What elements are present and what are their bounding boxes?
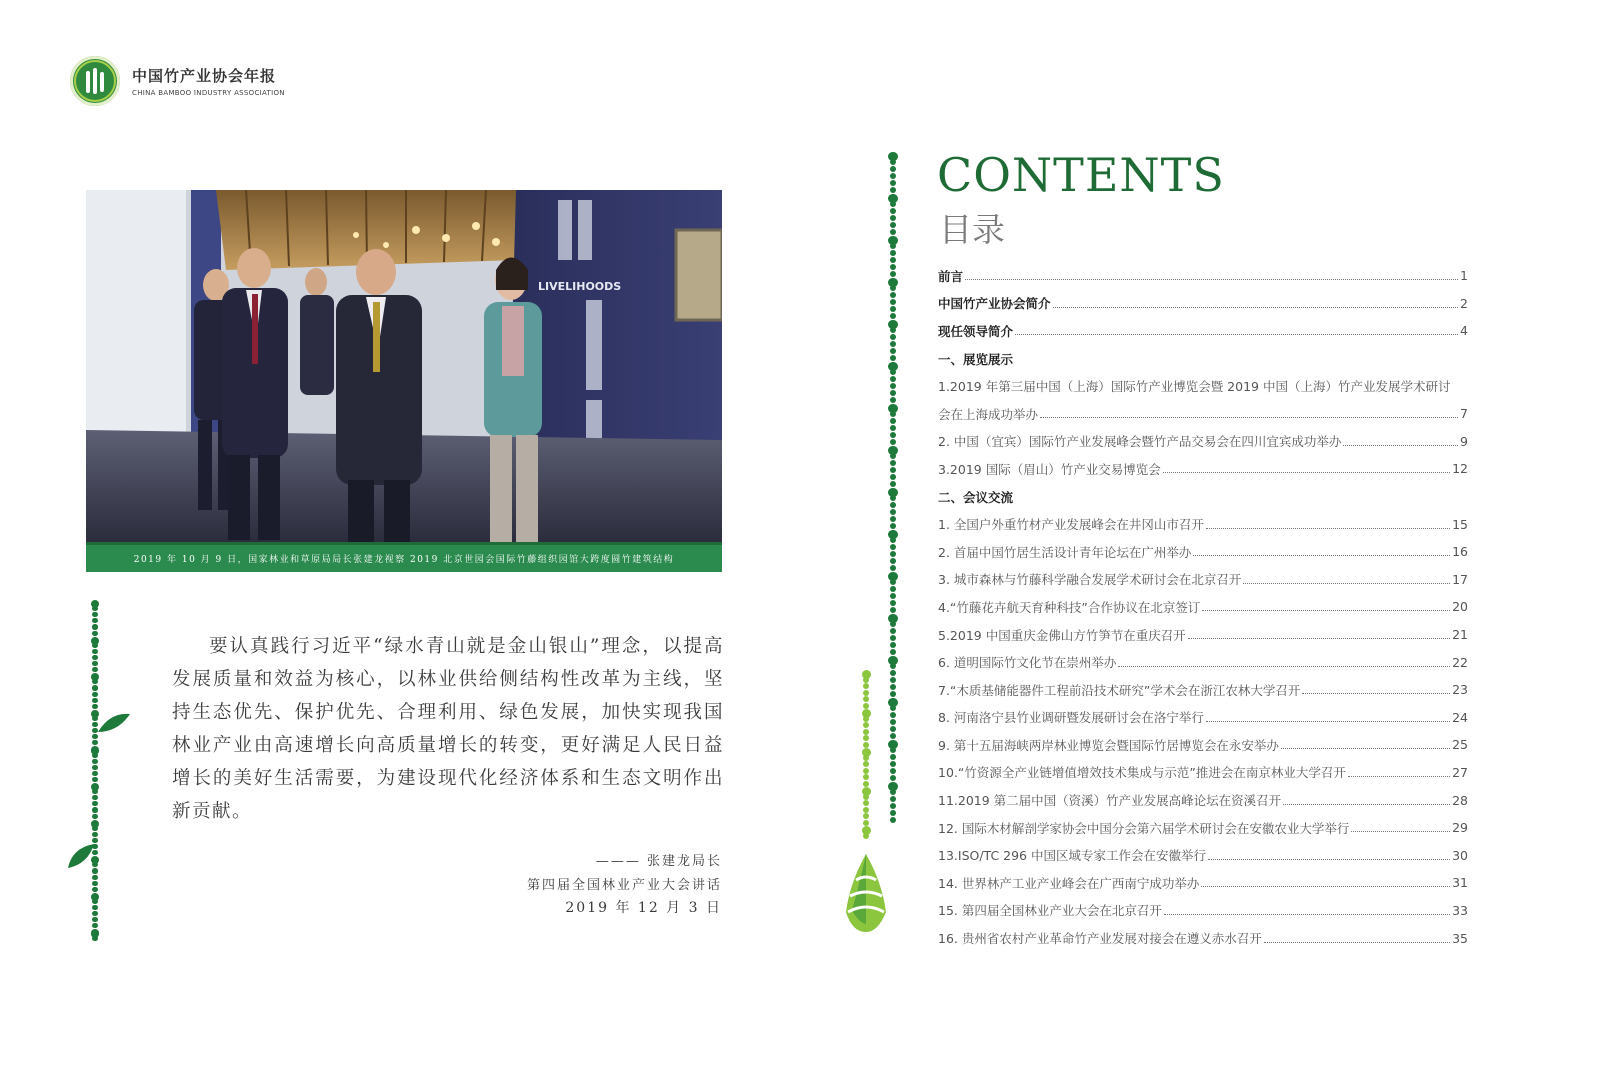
toc-page-number: 16 [1452, 544, 1468, 560]
toc-leader-dots [1351, 831, 1450, 832]
bamboo-dot [890, 670, 896, 676]
toc-entry-title: 9. 第十五届海峡两岸林业博览会暨国际竹居博览会在永安举办 [938, 737, 1279, 753]
bamboo-dot [92, 740, 97, 745]
toc-entry-title: 11.2019 第二届中国（资溪）竹产业发展高峰论坛在资溪召开 [938, 793, 1282, 809]
bamboo-dot [890, 369, 896, 375]
bamboo-dot [890, 810, 896, 816]
bamboo-dot [890, 523, 896, 529]
bamboo-dot [890, 544, 896, 550]
bamboo-dot [890, 215, 896, 221]
bamboo-dot [890, 229, 896, 235]
bamboo-dot [890, 292, 896, 298]
toc-entry[interactable] [938, 731, 1468, 759]
table-of-contents [938, 262, 1468, 952]
director-quote: 要认真践行习近平“绿水青山就是金山银山”理念，以提高发展质量和效益为核心，以林业供给侧结构性改革为主线，坚持生态优先、保护优先、合理利用、绿色发展，加快实现我国林业产业由高速增长向高质量增长的转变，更好满足人民日益增长的美好生活需要，为建设现代化经济体系和生态文明作出新贡献。 [172, 636, 724, 822]
bamboo-dot [92, 679, 97, 684]
bamboo-dot [890, 376, 896, 382]
bamboo-dot [863, 683, 869, 689]
logo-chinese-name: 中国竹产业协会年报 [132, 67, 277, 85]
photo-caption-bar [86, 542, 722, 572]
toc-leader-dots [1302, 693, 1450, 694]
bamboo-dot [92, 618, 97, 623]
bamboo-dot [890, 166, 896, 172]
bamboo-leaf-icon [96, 710, 132, 736]
bamboo-dotted-line-left [89, 600, 101, 940]
toc-entry-title: 6. 道明国际竹文化节在崇州举办 [938, 655, 1117, 671]
toc-page-number: 35 [1452, 930, 1468, 946]
toc-page-number: 30 [1452, 847, 1468, 863]
bamboo-dot [92, 887, 97, 892]
toc-entry[interactable] [938, 676, 1468, 704]
association-logo [70, 56, 285, 106]
bamboo-dot [890, 537, 896, 543]
toc-leader-dots [1208, 859, 1450, 860]
toc-entry-title: 2. 中国（宜宾）国际竹产业发展峰会暨竹产品交易会在四川宜宾成功举办 [938, 434, 1342, 450]
bamboo-dot [92, 667, 97, 672]
toc-leader-dots [1193, 555, 1450, 556]
bamboo-dot [890, 551, 896, 557]
exhibit-sign-text: LIVELIHOODS [538, 280, 622, 293]
toc-entry-title: 4.“竹藤花卉航天育种科技”合作协议在北京签订 [938, 599, 1201, 615]
bamboo-dot [92, 661, 97, 666]
bamboo-dot [863, 722, 869, 728]
toc-entry-title: 8. 河南洛宁县竹业调研暨发展研讨会在洛宁举行 [938, 710, 1204, 726]
bamboo-dot [890, 593, 896, 599]
bamboo-dot [92, 612, 97, 617]
toc-entry-title: 12. 国际木材解剖学家协会中国分会第六届学术研讨会在安徽农业大学举行 [938, 820, 1350, 836]
bamboo-dot [863, 677, 869, 683]
bamboo-dot [890, 733, 896, 739]
toc-leader-dots [1164, 914, 1450, 915]
bamboo-dot [863, 794, 869, 800]
bamboo-dot [890, 208, 896, 214]
toc-entry[interactable] [938, 897, 1468, 925]
bamboo-dot [92, 911, 97, 916]
bamboo-shoot-icon [842, 852, 890, 934]
bamboo-dot [92, 807, 97, 812]
toc-leader-dots [1348, 776, 1450, 777]
toc-entry-title: 10.“竹资源全产业链增值增效技术集成与示范”推进会在南京林业大学召开 [938, 765, 1346, 781]
toc-page-number: 31 [1452, 875, 1468, 891]
toc-leader-dots [1243, 583, 1450, 584]
bamboo-dot [890, 726, 896, 732]
toc-page-number: 33 [1452, 902, 1468, 918]
bamboo-dot [863, 781, 869, 787]
bamboo-dot [890, 719, 896, 725]
bamboo-dot [890, 201, 896, 207]
toc-leader-dots [1040, 417, 1458, 418]
bamboo-dot [92, 826, 97, 831]
bamboo-dot [863, 742, 869, 748]
bamboo-dot [92, 899, 97, 904]
toc-entry-title: 1.2019 年第三届中国（上海）国际竹产业博览会暨 2019 中国（上海）竹产业发展学术研讨 [938, 379, 1451, 395]
toc-page-number: 25 [1452, 737, 1468, 753]
bamboo-dot [890, 390, 896, 396]
bamboo-dot [890, 341, 896, 347]
toc-entry-title: 5.2019 中国重庆金佛山方竹笋节在重庆召开 [938, 627, 1186, 643]
toc-entry[interactable] [938, 428, 1468, 456]
bamboo-dot [92, 765, 97, 770]
bamboo-dot [890, 306, 896, 312]
toc-page-number: 21 [1452, 627, 1468, 643]
toc-entry[interactable] [938, 262, 1468, 290]
toc-page-number: 12 [1452, 461, 1468, 477]
event-photo [86, 190, 722, 542]
toc-leader-dots [1188, 638, 1450, 639]
toc-leader-dots [1281, 748, 1450, 749]
toc-leader-dots [1206, 721, 1450, 722]
toc-leader-dots [1015, 334, 1458, 335]
bamboo-dot [863, 833, 869, 839]
toc-entry[interactable] [938, 621, 1468, 649]
toc-entry[interactable] [938, 786, 1468, 814]
bamboo-dot [863, 761, 869, 767]
toc-entry-title: 3.2019 国际（眉山）竹产业交易博览会 [938, 461, 1161, 477]
bamboo-dot [890, 761, 896, 767]
contents-subtitle: 目录 [939, 210, 1005, 249]
bamboo-dot [890, 558, 896, 564]
bamboo-dot [890, 411, 896, 417]
bamboo-dot [890, 663, 896, 669]
toc-entry[interactable] [938, 593, 1468, 621]
toc-page-number: 27 [1452, 764, 1468, 780]
bamboo-dot [92, 606, 97, 611]
toc-leader-dots [1202, 610, 1450, 611]
bamboo-dot [863, 820, 869, 826]
toc-entry[interactable] [938, 704, 1468, 732]
toc-entry[interactable] [938, 317, 1468, 345]
toc-entry-title: 中国竹产业协会简介 [938, 296, 1051, 312]
bamboo-dot [890, 285, 896, 291]
bamboo-dot [92, 643, 97, 648]
toc-leader-dots [1163, 472, 1450, 473]
bamboo-dot [92, 655, 97, 660]
bamboo-dot [890, 586, 896, 592]
bamboo-dot [92, 936, 97, 941]
bamboo-dot [92, 917, 97, 922]
toc-leader-dots [1343, 445, 1458, 446]
bamboo-dot [863, 755, 869, 761]
bamboo-dot [890, 565, 896, 571]
toc-entry-title: 一、展览展示 [938, 351, 1014, 367]
bamboo-dot [890, 243, 896, 249]
toc-page-number: 15 [1452, 516, 1468, 532]
toc-entry[interactable] [938, 648, 1468, 676]
bamboo-dot [863, 807, 869, 813]
toc-entry[interactable] [938, 869, 1468, 897]
toc-page-number: 2 [1460, 295, 1468, 311]
toc-entry[interactable] [938, 924, 1468, 952]
bamboo-dot [890, 607, 896, 613]
bamboo-dot [863, 716, 869, 722]
toc-page-number: 24 [1452, 709, 1468, 725]
contents-title: CONTENTS [937, 148, 1225, 202]
bamboo-dot [890, 649, 896, 655]
toc-leader-dots [1053, 307, 1459, 308]
bamboo-dot [890, 474, 896, 480]
bamboo-dot [890, 453, 896, 459]
bamboo-dot [92, 698, 97, 703]
bamboo-dot [92, 832, 97, 837]
bamboo-dot [890, 222, 896, 228]
toc-leader-dots [1283, 804, 1450, 805]
bamboo-logo-icon [70, 56, 120, 106]
toc-entry[interactable] [938, 455, 1468, 483]
bamboo-dot [890, 159, 896, 165]
bamboo-dot [863, 800, 869, 806]
bamboo-leaf-icon [66, 842, 96, 870]
bamboo-dot [890, 621, 896, 627]
toc-entry[interactable] [938, 290, 1468, 318]
toc-page-number: 17 [1452, 571, 1468, 587]
bamboo-dot [890, 432, 896, 438]
toc-entry[interactable] [938, 566, 1468, 594]
toc-leader-dots [1201, 886, 1450, 887]
bamboo-dot [890, 327, 896, 333]
bamboo-dot [890, 684, 896, 690]
bamboo-dot [863, 690, 869, 696]
bamboo-dot [890, 250, 896, 256]
bamboo-dot [863, 813, 869, 819]
bamboo-dot [92, 631, 97, 636]
bamboo-dot [890, 509, 896, 515]
toc-entry-title: 1. 全国户外重竹材产业发展峰会在井冈山市召开 [938, 517, 1204, 533]
bamboo-dot [863, 735, 869, 741]
bamboo-dot [890, 299, 896, 305]
bamboo-dot [92, 789, 97, 794]
bamboo-dotted-line-small [860, 670, 872, 840]
toc-entry[interactable] [938, 814, 1468, 842]
toc-page-number: 7 [1460, 406, 1468, 422]
bamboo-dot [863, 729, 869, 735]
bamboo-dot [890, 754, 896, 760]
bamboo-dot [890, 642, 896, 648]
bamboo-dot [92, 801, 97, 806]
toc-page-number: 9 [1460, 433, 1468, 449]
bamboo-dot [92, 881, 97, 886]
quote-source: 第四届全国林业产业大会讲话 [526, 878, 722, 893]
toc-leader-dots [965, 279, 1458, 280]
toc-entry-title: 15. 第四届全国林业产业大会在北京召开 [938, 903, 1162, 919]
bamboo-dot [890, 705, 896, 711]
toc-entry[interactable] [938, 483, 1468, 511]
toc-entry-title: 7.“木质基储能器件工程前沿技术研究”学术会在浙江农林大学召开 [938, 682, 1301, 698]
bamboo-dot [863, 696, 869, 702]
toc-entry[interactable] [938, 841, 1468, 869]
toc-leader-dots [1264, 942, 1450, 943]
bamboo-dot [890, 439, 896, 445]
bamboo-dot [92, 704, 97, 709]
toc-entry-title: 14. 世界林产工业产业峰会在广西南宁成功举办 [938, 875, 1200, 891]
logo-english-name: CHINA BAMBOO INDUSTRY ASSOCIATION [132, 89, 285, 97]
bamboo-dot [890, 313, 896, 319]
toc-entry-title: 3. 城市森林与竹藤科学融合发展学术研讨会在北京召开 [938, 572, 1242, 588]
bamboo-dot [890, 264, 896, 270]
bamboo-dot [890, 803, 896, 809]
bamboo-dot [890, 691, 896, 697]
bamboo-dot [890, 768, 896, 774]
toc-entry-title: 现任领导简介 [938, 323, 1014, 339]
bamboo-dot [890, 187, 896, 193]
bamboo-dot [890, 789, 896, 795]
toc-page-number: 4 [1460, 323, 1468, 339]
bamboo-dot [92, 875, 97, 880]
toc-entry-title: 2. 首届中国竹居生活设计青年论坛在广州举办 [938, 544, 1192, 560]
bamboo-dot [890, 635, 896, 641]
bamboo-dot [890, 677, 896, 683]
bamboo-dot [890, 397, 896, 403]
toc-entry[interactable] [938, 510, 1468, 538]
bamboo-dot [890, 348, 896, 354]
toc-entry[interactable] [938, 538, 1468, 566]
bamboo-dot [890, 817, 896, 823]
bamboo-dot [890, 173, 896, 179]
bamboo-dot [890, 796, 896, 802]
bamboo-dot [92, 753, 97, 758]
bamboo-dot [890, 257, 896, 263]
toc-page-number: 20 [1452, 599, 1468, 615]
bamboo-dot [92, 624, 97, 629]
bamboo-dot [890, 712, 896, 718]
toc-entry[interactable] [938, 759, 1468, 787]
bamboo-dot [92, 777, 97, 782]
bamboo-dot [890, 271, 896, 277]
bamboo-dot [92, 771, 97, 776]
bamboo-dot [92, 814, 97, 819]
toc-page-number: 22 [1452, 654, 1468, 670]
toc-page-number: 1 [1460, 268, 1468, 284]
bamboo-dot [890, 383, 896, 389]
quote-date: 2019 年 12 月 3 日 [565, 900, 722, 916]
bamboo-dotted-line-center [887, 152, 901, 828]
bamboo-dot [92, 905, 97, 910]
bamboo-dot [890, 180, 896, 186]
bamboo-dot [863, 703, 869, 709]
bamboo-dot [890, 579, 896, 585]
bamboo-dot [92, 923, 97, 928]
bamboo-dot [890, 481, 896, 487]
toc-entry-title: 16. 贵州省农村产业革命竹产业发展对接会在遵义赤水召开 [938, 931, 1262, 947]
bamboo-dot [863, 768, 869, 774]
bamboo-dot [890, 355, 896, 361]
bamboo-dot [890, 628, 896, 634]
bamboo-dot [890, 495, 896, 501]
bamboo-dot [890, 467, 896, 473]
bamboo-dot [92, 649, 97, 654]
bamboo-dot [890, 600, 896, 606]
toc-entry[interactable] [938, 345, 1468, 373]
bamboo-dot [890, 502, 896, 508]
toc-leader-dots [1118, 666, 1450, 667]
toc-entry-title: 13.ISO/TC 296 中国区域专家工作会在安徽举行 [938, 848, 1206, 864]
toc-entry-title: 会在上海成功举办 [938, 406, 1039, 422]
toc-entry-title: 前言 [938, 268, 964, 284]
bamboo-dot [890, 334, 896, 340]
bamboo-dot [890, 747, 896, 753]
toc-entry[interactable] [938, 372, 1468, 400]
bamboo-dot [863, 774, 869, 780]
bamboo-dot [890, 775, 896, 781]
bamboo-dot [92, 795, 97, 800]
toc-page-number: 23 [1452, 682, 1468, 698]
bamboo-dot [92, 685, 97, 690]
toc-page-number: 28 [1452, 792, 1468, 808]
toc-entry[interactable] [938, 400, 1468, 428]
toc-page-number: 29 [1452, 820, 1468, 836]
quote-author: ——— 张建龙局长 [595, 854, 722, 869]
bamboo-dot [890, 425, 896, 431]
bamboo-dot [890, 460, 896, 466]
toc-leader-dots [1206, 528, 1450, 529]
bamboo-dot [890, 516, 896, 522]
bamboo-dot [92, 759, 97, 764]
toc-entry-title: 二、会议交流 [938, 489, 1014, 505]
photo-caption: 2019 年 10 月 9 日，国家林业和草原局局长张建龙视察 2019 北京世园会国际竹藤组织园馆大跨度圆竹建筑结构 [133, 555, 675, 565]
bamboo-dot [92, 692, 97, 697]
bamboo-dot [890, 418, 896, 424]
